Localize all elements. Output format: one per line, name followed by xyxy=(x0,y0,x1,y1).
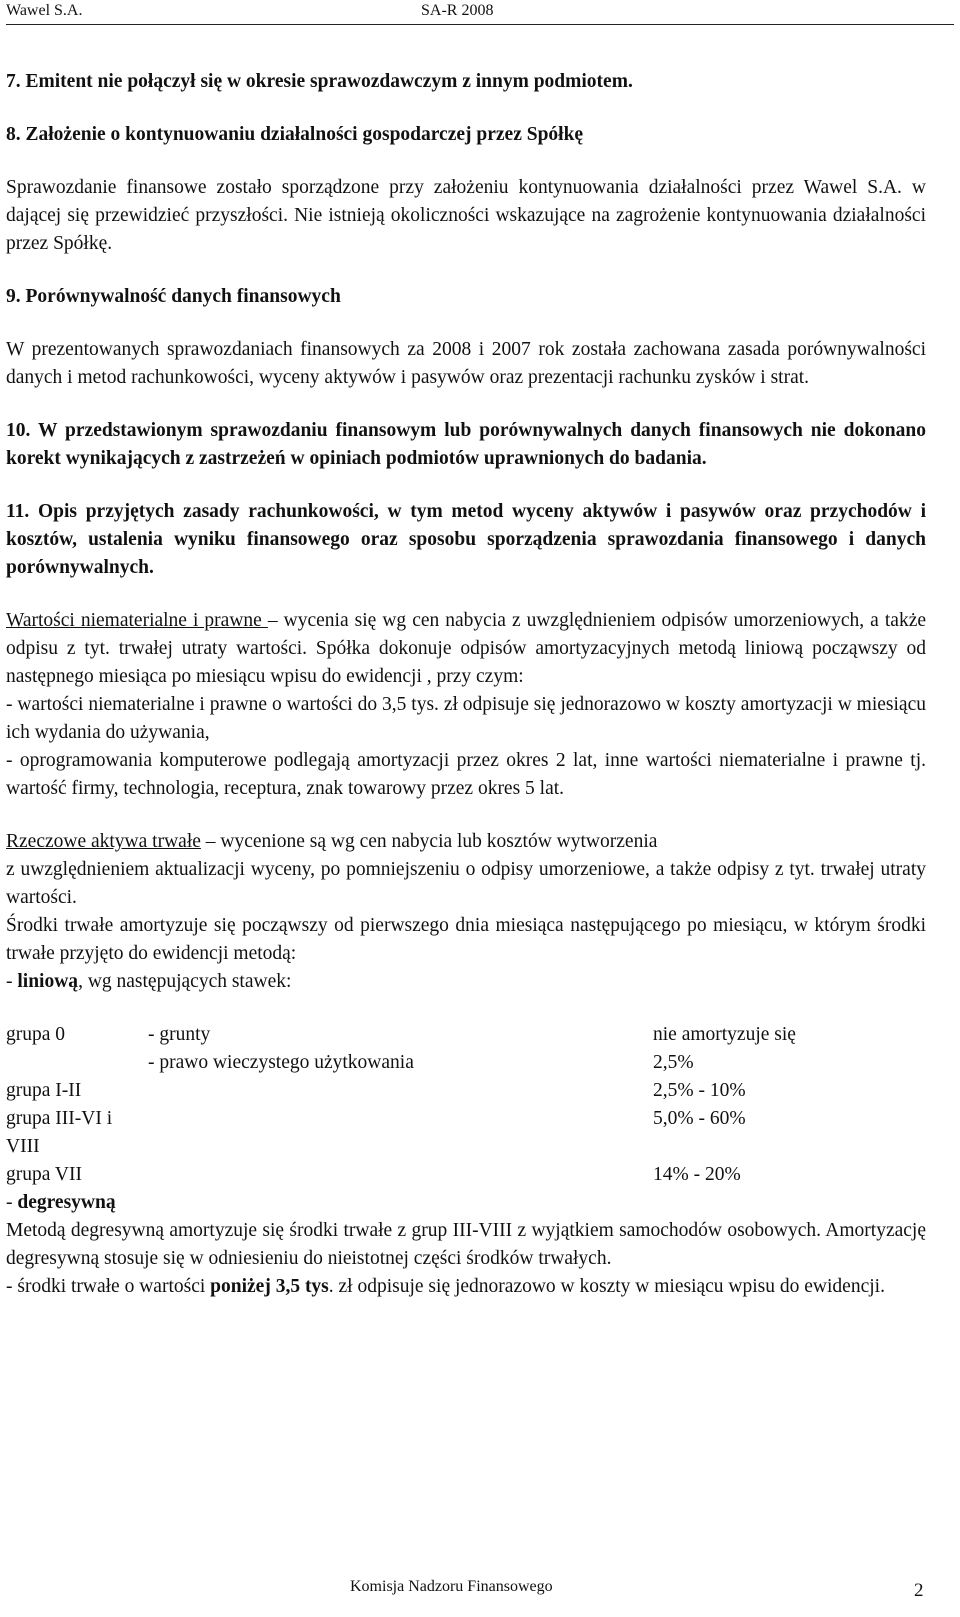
low-value-bold: poniżej 3,5 tys xyxy=(210,1276,329,1297)
page-number: 2 xyxy=(914,1580,924,1601)
linear-method-line xyxy=(6,968,926,996)
declining-method-text: Metodą degresywną amortyzuje się środki trwałe z grup III-VIII z wyjątkiem samochodów osobowych. Amortyzację degresywną stosuje się w odniesieniu do nieistotnej części środków trwałych. xyxy=(6,1220,926,1269)
declining-method-line xyxy=(6,1189,926,1217)
rate-group: grupa VII xyxy=(6,1164,82,1185)
intangible-assets-paragraph xyxy=(6,607,926,691)
tangible-dash: – xyxy=(205,831,216,852)
rate-description: - grunty xyxy=(148,1024,211,1045)
rate-group xyxy=(6,1049,148,1077)
section-9-text: W prezentowanych sprawozdaniach finansowych za 2008 i 2007 rok została zachowana zasada porównywalności danych i metod rachunkowości, wyceny aktywów i pasywów oraz prezentacji rachunku zysków i strat. xyxy=(6,339,926,388)
header-report: SA-R 2008 xyxy=(421,2,494,19)
tangible-assets-text-3: Środki trwałe amortyzuje się począwszy od pierwszego dnia miesiąca następującego po miesiącu, w którym środki trwałe przyjęto do ewidencji metodą: xyxy=(6,915,926,964)
depreciation-rates-table xyxy=(6,1021,926,1189)
low-value-pre: - środki trwałe o wartości xyxy=(6,1276,211,1297)
section-8-heading: 8. Założenie o kontynuowaniu działalności gospodarczej przez Spółkę xyxy=(6,124,584,145)
rate-description xyxy=(148,1077,653,1105)
section-10-heading: 10. W przedstawionym sprawozdaniu finansowym lub porównywalnych danych finansowych nie dokonano korekt wynikających z zastrzeżeń w opiniach podmiotów uprawnionych do badania. xyxy=(6,420,926,469)
tangible-assets-text-2: z uwzględnieniem aktualizacji wyceny, po pomniejszeniu o odpisy umorzeniowe, a także odpisy z tyt. trwałej utraty wartości. xyxy=(6,859,926,908)
document-body xyxy=(6,68,926,1301)
rate-value: nie amortyzuje się xyxy=(653,1024,796,1045)
linear-method-label: liniową xyxy=(17,971,79,992)
linear-method-rest: , wg następujących stawek: xyxy=(78,971,292,992)
rate-description xyxy=(148,1161,653,1189)
table-row xyxy=(6,1021,926,1049)
section-11-heading: 11. Opis przyjętych zasady rachunkowości, w tym metod wyceny aktywów i pasywów oraz przychodów i kosztów, ustalenia wyniku finansowego oraz sposobu sporządzenia sprawozdania finansowego i danych porównywalnych. xyxy=(6,501,926,578)
rate-value: 5,0% - 60% xyxy=(653,1108,746,1129)
tangible-assets-label: Rzeczowe aktywa trwałe xyxy=(6,831,201,852)
footer-authority: Komisja Nadzoru Finansowego xyxy=(350,1578,553,1595)
rate-group: grupa I-II xyxy=(6,1080,82,1101)
linear-prefix: - xyxy=(6,971,18,992)
declining-method-label: degresywną xyxy=(17,1192,116,1213)
section-9-heading: 9. Porównywalność danych finansowych xyxy=(6,286,341,307)
section-7-heading: 7. Emitent nie połączył się w okresie sprawozdawczym z innym podmiotem. xyxy=(6,71,633,92)
declining-prefix: - xyxy=(6,1192,18,1213)
rate-value: 2,5% - 10% xyxy=(653,1080,746,1101)
rate-group: grupa 0 xyxy=(6,1024,66,1045)
low-value-assets-line xyxy=(6,1273,926,1301)
intangible-dash: – xyxy=(267,610,278,631)
header-rule xyxy=(6,24,954,25)
low-value-post: . zł odpisuje się jednorazowo w koszty w miesiącu wpisu do ewidencji. xyxy=(328,1276,885,1297)
table-row xyxy=(6,1105,926,1161)
intangible-item-1: - wartości niematerialne i prawne o wartości do 3,5 tys. zł odpisuje się jednorazowo w koszty amortyzacji w miesiącu ich wydania do używania, xyxy=(6,694,926,743)
table-row xyxy=(6,1049,926,1077)
table-row xyxy=(6,1161,926,1189)
rate-group: grupa III-VI i VIII xyxy=(6,1108,113,1157)
intangible-assets-text: wycenia się wg cen nabycia z uwzględnieniem odpisów umorzeniowych, a także odpisu z tyt. trwałej utraty wartości. Spółka dokonuje odpisów amortyzacyjnych metodą liniową począwszy od następnego miesiąca po miesiącu wpisu do ewidencji , przy czym: xyxy=(6,610,926,687)
rate-value: 14% - 20% xyxy=(653,1164,741,1185)
rate-value: 2,5% xyxy=(653,1052,694,1073)
header-company: Wawel S.A. xyxy=(6,2,83,19)
rate-description xyxy=(148,1105,653,1161)
page-header xyxy=(6,0,954,26)
tangible-assets-text: wycenione są wg cen nabycia lub kosztów wytworzenia xyxy=(215,831,658,852)
tangible-assets-paragraph xyxy=(6,828,926,856)
intangible-assets-label: Wartości niematerialne i prawne xyxy=(6,610,268,631)
table-row xyxy=(6,1077,926,1105)
intangible-item-2: - oprogramowania komputerowe podlegają amortyzacji przez okres 2 lat, inne wartości niematerialne i prawne tj. wartość firmy, technologia, receptura, znak towarowy przez okres 5 lat. xyxy=(6,750,926,799)
rate-description: - prawo wieczystego użytkowania xyxy=(148,1052,414,1073)
section-8-text: Sprawozdanie finansowe zostało sporządzone przy założeniu kontynuowania działalności przez Wawel S.A. w dającej się przewidzieć przyszłości. Nie istnieją okoliczności wskazujące na zagrożenie kontynuowania działalności przez Spółkę. xyxy=(6,177,926,254)
